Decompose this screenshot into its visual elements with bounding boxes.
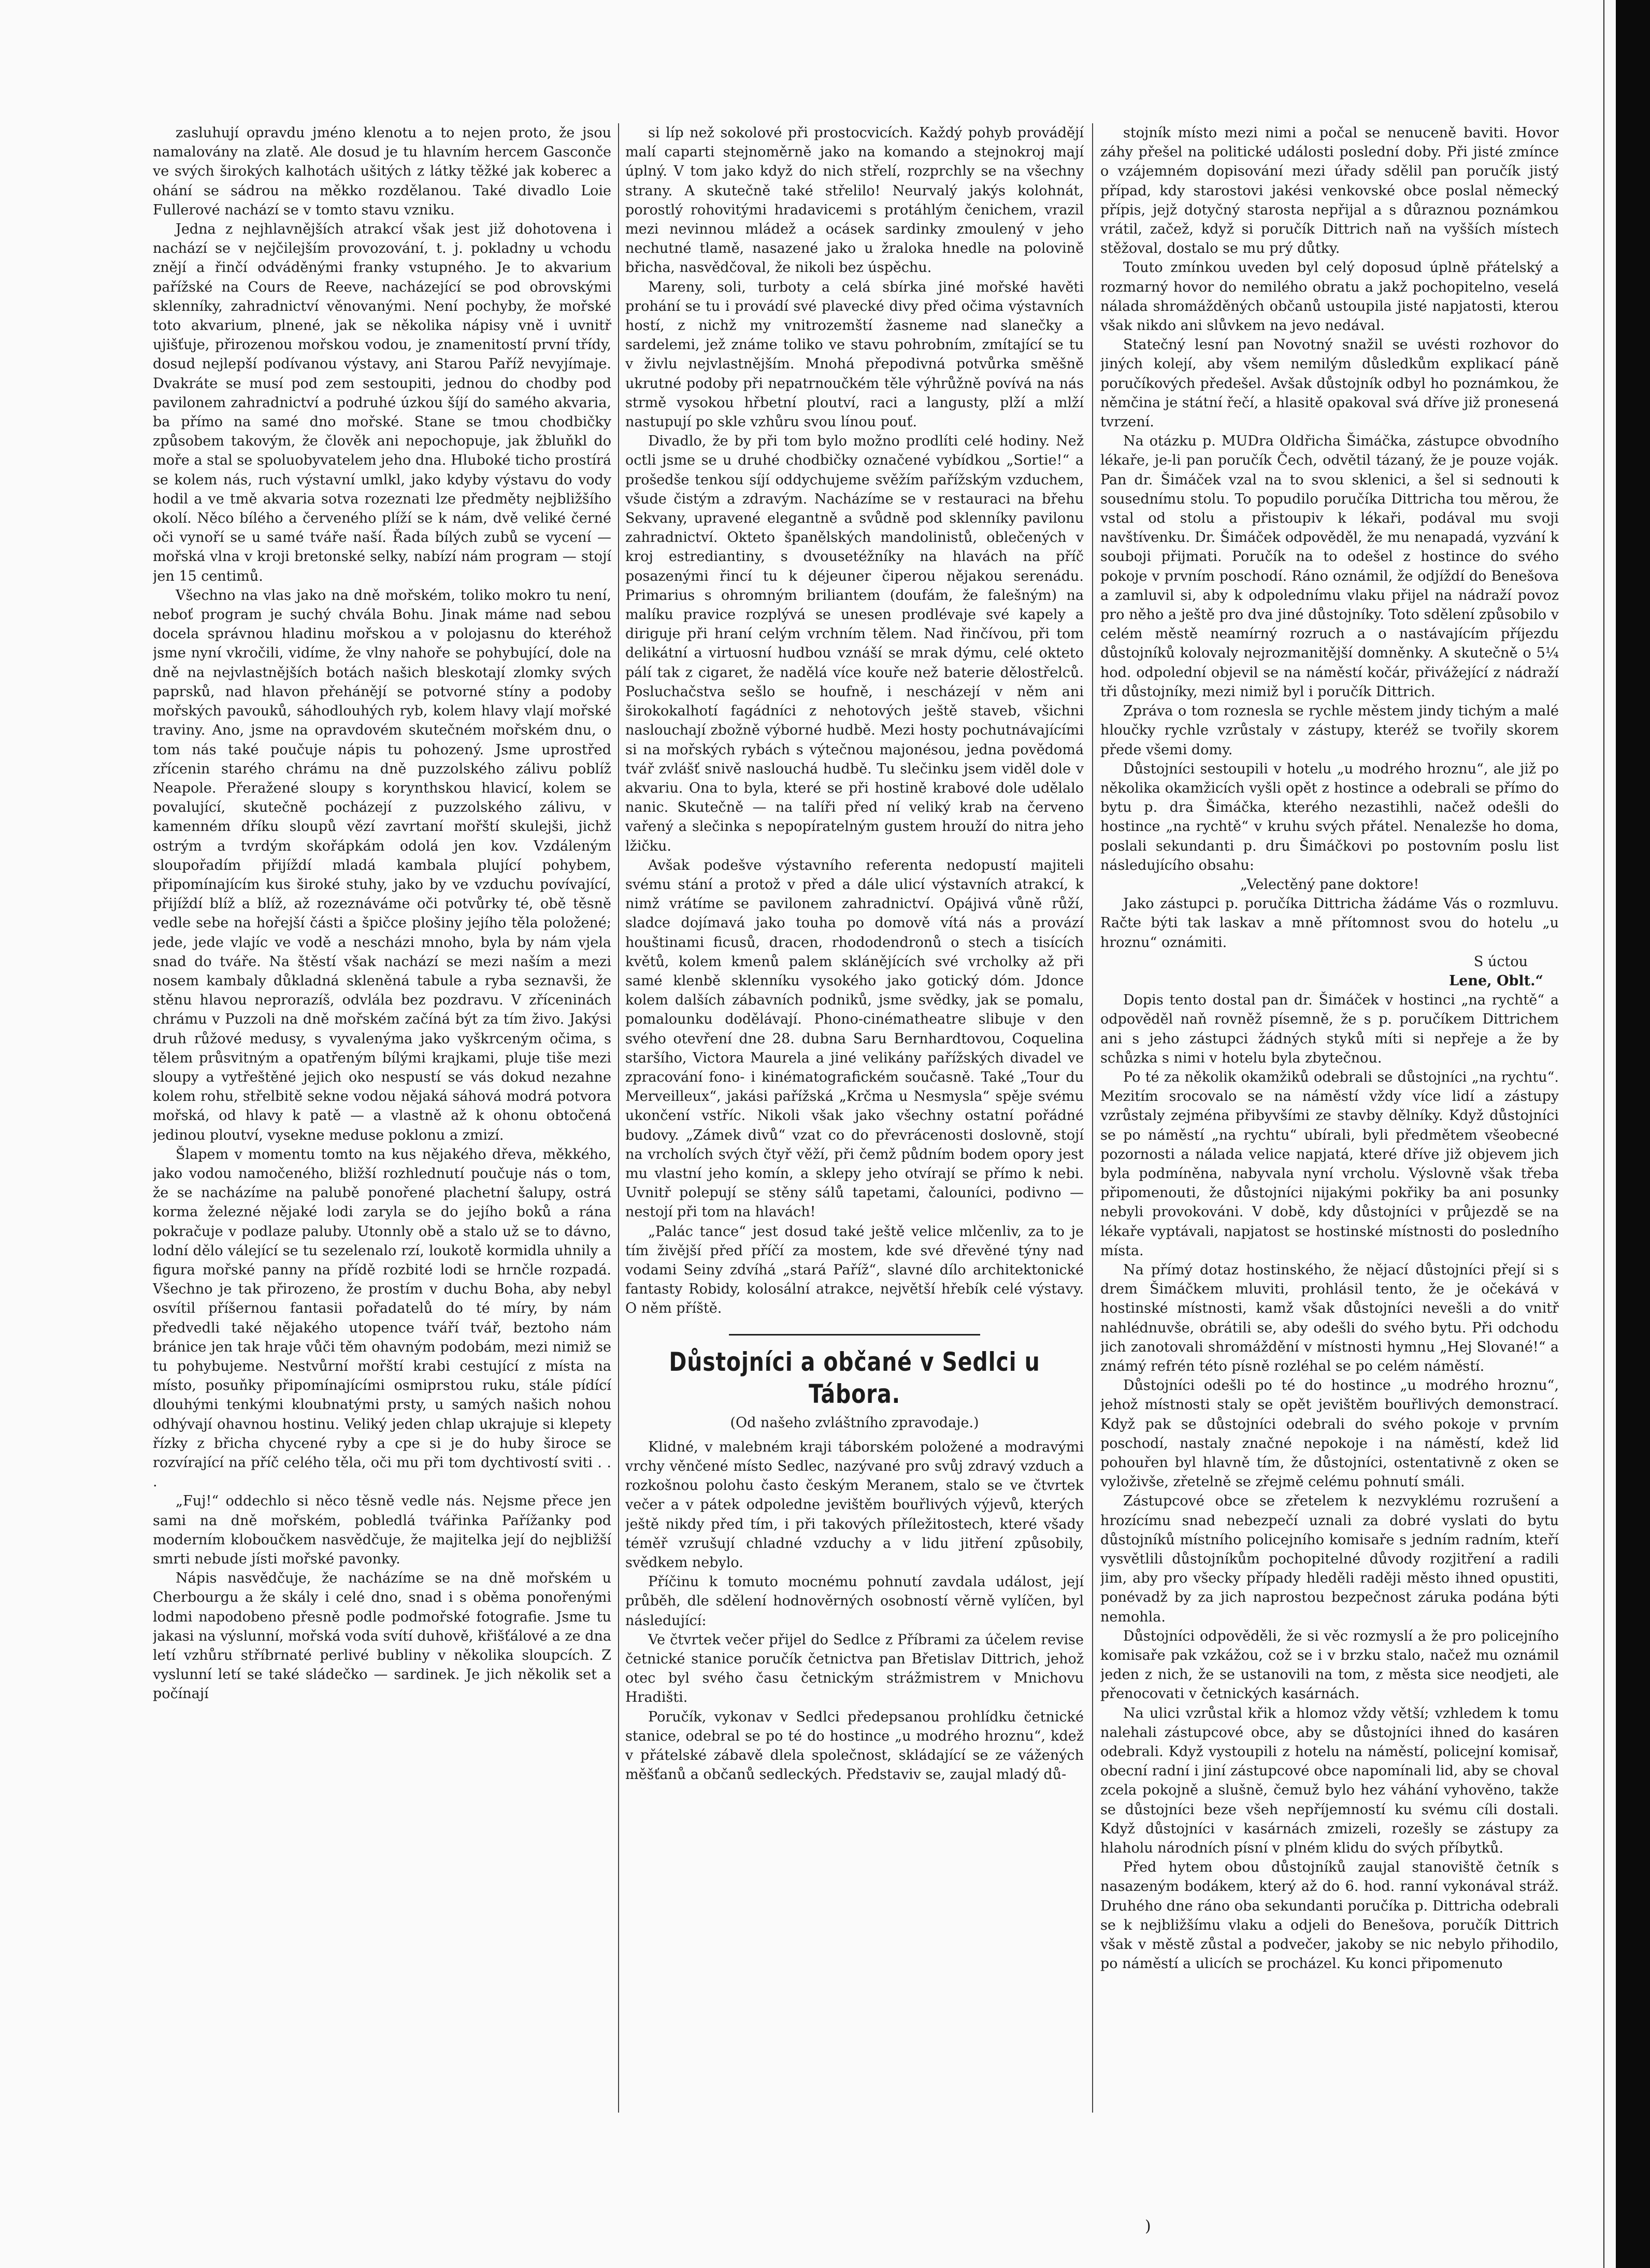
paragraph: Šlapem v momentu tomto na kus nějakého dřeva, měkkého, jako vodou namočeného, bližší rozhlednutí poučuje nás o tom, že se nacházíme na palubě ponořené plachetní šalupy, ostrá korma železné nějaké lodi zaryla se do jejího boků a rána pokračuje v podlaze paluby. Utonnly obě a stalo už se to dávno, lodní dělo válející se tu sezelenalo rzí, loukotě kormidla uhnily a figura mořské panny na přídě rozbité lodi se hrnčle rozpadá. Všechno je tak přirozeno, že prostím v duchu Boha, aby nebyl osvítil příšernou fantasii pořadatelů do té míry, by nám předvedli také nějakého utopence tváří tvář, beztoho nám bránice jen tak hraje vůči těm ohavným podobám, mezi nimiž se tu pohybujeme. Nestvůrní mořští krabi cestující z místa na místo, posuňky připomínajícími osmiprstou ruku, stále pídící dlouhými tenkými kloubnatými prsty, u samých našich nohou odhývají ohavnou hostinu. Veliký jeden chlap ukrajuje si klepety řízky z břicha chycené ryby a cpe si je do huby široce se rozvírající na příč celého těla, oči mu při tom dychtivostí sviti . . . bbox=[153, 1146, 611, 1490]
paragraph: „Fuj!“ oddechlo si něco těsně vedle nás. Nejsme přece jen sami na dně mořském, pobledlá tvářinka Pařížanky pod moderním kloboučkem nasvědčuje, že majitelka její do nejbližší smrti nebude jísti mořské pavonky. bbox=[153, 1493, 611, 1568]
paragraph: Důstojníci sestoupili v hotelu „u modrého hroznu“, ale již po několika okamžicích vyšli opět z hostince a odebrali se přímo do bytu p. dra Šimáčka, kterého nezastihli, načež odešli do hostince „na rychtě“ v kruhu svých přátel. Nenalezše ho doma, poslali sekundanti p. dru Šimáčkovi po postovním poslu list následujícího obsahu: bbox=[1100, 760, 1559, 873]
paragraph: Poručík, vykonav v Sedlci předepsanou prohlídku četnické stanice, odebral se po té do hostince „u modrého hroznu“, kdež v přátelské zábavě dlela společnost, skládající se ze vážených měšťanů a občanů sedleckých. Představiv se, zaujal mladý dů- bbox=[625, 1709, 1084, 1783]
paragraph: Příčinu k tomuto mocnému pohnutí zavdala událost, její průběh, dle sdělení hodnověrných osobností věrně vylíčen, byl následující: bbox=[625, 1574, 1084, 1629]
paragraph: Dopis tento dostal pan dr. Šimáček v hostinci „na rychtě“ a odpověděl naň rovněž písemně, že s p. poručíkem Dittrichem ani s jeho zástupci žádných styků míti si nepřeje a že by schůzka s nimi v hotelu byla zbytečnou. bbox=[1100, 992, 1559, 1066]
page-mark: ) bbox=[1145, 2217, 1151, 2235]
paragraph: Zástupcové obce se zřetelem k nezvyklému rozrušení a hrozícímu snad nebezpečí uznali za dobré vyslati do bytu důstojníků místního policejního komisaře s jedním radním, kteří vysvětlili důstojníkům pochopitelné důvody rozjitření a radili jim, aby pro všecky případy hleděli raději město ihned opustiti, ponévadž by za jich naprostou bezpečnost záruka podána býti nemohla. bbox=[1100, 1493, 1559, 1625]
page-fold-line bbox=[1603, 0, 1604, 2268]
paragraph: Na přímý dotaz hostinského, že nějací důstojníci přejí si s drem Šimáčkem mluviti, prohlásil tento, že je očekává v hostinské místnosti, kamž však důstojníci nevešli a do vnitř nahlédnuvše, obrátili se, aby odešli do svého bytu. Při odchodu jich zanotovali shromáždění v místnosti hymnu „Hej Slované!“ a známý refrén této písně rozléhal se po celém náměstí. bbox=[1100, 1261, 1559, 1374]
column-2 bbox=[625, 123, 1084, 2113]
paragraph: Statečný lesní pan Novotný snažil se uvésti rozhovor do jiných kolejí, aby všem nemilým důsledkům explikací páně poručíkových předešel. Avšak důstojník odbyl ho poznámkou, že němčina je státní řečí, a hlasitě opakoval svá dříve již pronesená tvrzení. bbox=[1100, 337, 1559, 430]
headline-rule bbox=[729, 1334, 980, 1336]
paragraph: Avšak podešve výstavního referenta nedopustí majiteli svému stání a protož v před a dále ulicí výstavních atrakcí, k nimž vrátíme se pavilonem zahradnictví. Opájivá vůně růží, sladce dojímavá jako touha po domově vítá nás a provází houštinami ficusů, dracen, rhododendronů o stech a tisících květů, kolem kmenů palem sklánějících své vrcholky až při samé klenbě sklenníku vysokého jako gotický dóm. Jdonce kolem dalších zábavních podniků, jsme svědky, jak se pomalu, pomalounku dodělávají. Phono-cinématheatre slibuje v den svého otevření dne 28. dubna Saru Bernhardtovou, Coquelina staršího, Victora Maurela a jiné velikány pařížských divadel ve zpracování fono- i kinématografickém současně. Také „Tour du Merveilleux“, jakási pařížská „Krčma u Nesmysla“ spěje svému ukončení vstříc. Nikoli však jako všechny ostatní pořádné budovy. „Zámek divů“ vzat co do převrácenosti doslovně, stojí na vrcholích svých čtyř věží, při čemž půdním bodem opory jest mu vlastní jeho komín, a sklepy jeho otvírají se přímo k nebi. Uvnitř polepují se stěny sálů tapetami, čalouníci, podivno — nestojí při tom na hlavách! bbox=[625, 857, 1084, 1221]
column-divider-2 bbox=[1092, 123, 1093, 2113]
paragraph: S úctou bbox=[1473, 953, 1528, 970]
column-3 bbox=[1100, 123, 1559, 2113]
paragraph: Před hytem obou důstojníků zaujal stanoviště četník s nasazeným bodákem, který až do 6. hod. ranní vykonával stráž. Druhého dne ráno oba sekundanti poručíka p. Dittricha odebrali se k nejbližšímu vlaku a odjeli do Benešova, poručík Dittrich však v městě zůstal a podvečer, jakoby se nic nebylo přihodilo, po náměstí a ulicích se procházel. Ku konci připomenuto bbox=[1100, 1859, 1559, 1972]
article-headline: Důstojníci a občané v Sedlci u Tábora. bbox=[669, 1346, 1040, 1409]
paragraph: Nápis nasvědčuje, že nacházíme se na dně mořském u Cherbourgu a že skály i celé dno, snad i s oběma ponořenými lodmi napodobeno přesně podle podmořské fotografie. Jsme tu jakasi na výslunní, mořská voda svítí duhově, křišťálové a ze dna letí vzhůru stříbrnaté perlivé bubliny v několika sloupcích. Z vyslunní letí se také sládečko — sardinek. Je jich několik set a počínají bbox=[153, 1570, 611, 1702]
paragraph: „Palác tance“ jest dosud také ještě velice mlčenliv, za to je tím živější před příčí za mostem, kde své dřevěné týny nad vodami Seiny zdvíhá „stará Paříž“, slavné dílo architektonické fantasty Robidy, kolosální atrakce, největší hřebík celé výstavy. O něm příště. bbox=[625, 1223, 1084, 1317]
paragraph: zasluhují opravdu jméno klenotu a to nejen proto, že jsou namalovány na zlatě. Ale dosud je tu hlavním hercem Gasconče ve svých širokých kalhotách ušitých z látky těžké jak koberec a ohání se sádrou na měkko rozdělanou. Také divadlo Loie Fullerové nachází se v tomto stavu vzniku. bbox=[153, 125, 611, 218]
paragraph: Touto zmínkou uveden byl celý doposud úplně přátelský a rozmarný hovor do nemilého obratu a jakž pochopitelno, veselá nálada shromážděných občanů ustoupila jisté napjatosti, kterou však nikdo ani slůvkem na jevo nedával. bbox=[1100, 260, 1559, 334]
paragraph: Klidné, v malebném kraji táborském položené a modravými vrchy věnčené místo Sedlec, nazývané pro svůj zdravý vzduch a rozkošnou polohu často českým Meranem, stalo se ve čtvrtek večer a v pátek odpoledne jevištěm bouřlivých výjevů, kterých ještě nikdy před tím, i při takových příležitostech, které všady téměř vzrušují chladné vzduchy a v lidu jitření způsobily, svědkem nebylo. bbox=[625, 1439, 1084, 1571]
paragraph: „Velectěný pane doktore! bbox=[1240, 876, 1419, 893]
column-divider-1 bbox=[618, 123, 619, 2113]
scan-edge-bar bbox=[1616, 0, 1650, 2268]
paragraph: Zpráva o tom roznesla se rychle městem jindy tichým a malé hloučky rychle vzrůstaly v zástupy, kteréž se tvořily skorem přede všemi domy. bbox=[1100, 703, 1559, 758]
column-1 bbox=[153, 123, 611, 2113]
paragraph: si líp než sokolové při prostocvicích. Každý pohyb provádějí malí caparti stejnoměrně jako na komando a stejnokroj mají úplný. V tom jako když do nich střelí, rozprchly se na všechny strany. A skutečně také střelilo! Neurvalý jakýs kolohnát, porostlý rohovitými hradavicemi s protáhlým čenichem, vrazil mezi nevinnou mládež a ocásek sardinky zmoulený v jeho nechutné tlamě, nasazené jako u žraloka hnedle na polovině břicha, nasvědčoval, že nikoli bez úspěchu. bbox=[625, 125, 1084, 276]
paragraph: Všechno na vlas jako na dně mořském, toliko mokro tu není, neboť program je suchý chvála Bohu. Jinak máme nad sebou docela správnou hladinu mořskou a v polojasnu do kteréhož jsme nyní vkročili, vidíme, že vlny nahoře se pohybující, dole na dně na nejvlastnějších botách našich bleskotají zlomky svých paprsků, nad hlavon přehánějí se potvorné stíny a podoby mořských pavouků, sáhodlouhých ryb, kolem hlavy vlají mořské traviny. Ano, jsme na opravdovém skutečném mořském dnu, o tom nás také poučuje nápis tu pohozený. Jsme uprostřed zřícenin starého chrámu na dně puzzolského zálivu poblíž Neapole. Přeražené sloupy s korynthskou hlavicí, kolem se povalující, skutečně pocházejí z puzzolského zálivu, v kamenném dříku sloupů vězí zavrtaní mořští skulejši, jichž ostrým a tvrdým skořápkám odolá jen kov. Vzdáleným sloupořadím přijíždí mladá kambala plující pohybem, připomínajícím kus široké stuhy, jako by ve vzduchu povívající, přijíždí blíž a blíž, až rozeznáváme oči potvůrky té, obě těsně vedle sebe na hořejší části a špičce plošiny jejího těla položené; jede, jede vlajíc ve vodě a nescházi mnoho, byla by nám vjela snad do tváře. Na štěstí však nachází se mezi naším a mezi nosem kambaly důkladná skleněná tabule a ryba seznavši, že stěnu hlavou neprorazíš, odvlála bez pozdravu. V zříceninách chrámu v Puzzoli na dně mořském začíná být za tím živo. Jakýsi druh růžové medusy, s vyvalenýma jako vyškrceným očima, s tělem průsvitným a opatřeným bílými krajkami, pluje tiše mezi sloupy a vytřeštěné jejich oko nespustí se vás dokud nezahne kolem rohu, střelbitě sekne vodou nějaká sáhová modrá potvora mořská, od hlavy k patě — a vlastně až k ohonu obtočená jedinou ploutví, vysekne meduse poklonu a zmizí. bbox=[153, 587, 611, 1143]
paragraph: Důstojníci odpověděli, že si věc rozmyslí a že pro policejního komisaře pak vzkážou, což se i v brzku stalo, načež mu oznámil jeden z nich, že se ustanovili na tom, z města sice neodjeti, ale přenocovati v četnických kasárnách. bbox=[1100, 1628, 1559, 1702]
paragraph: Jedna z nejhlavnějších atrakcí však jest již dohotovena i nachází se v nejčilejším provozování, t. j. pokladny u vchodu znějí a řinčí odváděnými franky vstupného. Je to akvarium pařížské na Cours de Reeve, nacházející se pod obrovskými sklenníky, zahradnictví věnovanými. Není pochyby, že mořské toto akvarium, plnené, jak se několika nápisy vně i uvnitř ujišťuje, přirozenou mořskou vodou, je znamenitostí první třídy, dosud nejlepší podívanou výstavy, ani Starou Paříž nevyjímaje. Dvakráte se musí pod zem sestoupiti, jednou do chodby pod pavilonem zahradnictví a podruhé úzkou šíjí do samého akvaria, ba přímo na samé dno mořské. Stane se tmou chodbičky způsobem takovým, že člověk ani nepochopuje, jak žbluňkl do moře a stal se spoluobyvatelem jeho dna. Hluboké ticho prostírá se kolem nás, ruch výstavní umlkl, jako kdyby výstavu do vody hodil a ve tmě akvaria sotva rozeznati lze předměty nejbližšího okolí. Něco bílého a červeného plíží se k nám, dvě veliké černé oči vynoří se u samé tváře naší. Řada bílých zubů se vycení — mořská vlna v kroji bretonské selky, nabízí nám program — stojí jen 15 centimů. bbox=[153, 221, 611, 584]
paragraph: Po té za několik okamžiků odebrali se důstojníci „na rychtu“. Mezitím srocovalo se na náměstí vždy více lidí a zástupy vzrůstaly zejména přibyvšími ze stavby dělníky. Když důstojníci se po náměstí „na rychtu“ ubírali, byli předmětem všeobecné pozornosti a nálada velice napjatá, které dříve již objevem jich byla podmíněna, nabyvala nyní vrcholu. Výslovně však třeba připomenouti, že důstojníci nijakými pokřiky ba ani posunky nebyli provokováni. V době, kdy důstojníci v průjezdě se na lékaře vyptávali, napjatost se hostinské místnosti do posledního místa. bbox=[1100, 1069, 1559, 1259]
paragraph: Jako zástupci p. poručíka Dittricha žádáme Vás o rozmluvu. Račte býti tak laskav a mně přítomnost svou do hotelu „u hroznu“ oznámiti. bbox=[1100, 896, 1559, 951]
paragraph: Na otázku p. MUDra Oldřicha Šimáčka, zástupce obvodního lékaře, je-li pan poručík Čech, odvětil tázaný, že je pouze voják. Pan dr. Šimáček vzal na to svou sklenici, a šel si sednouti k sousednímu stolu. To popudilo poručíka Dittricha tou měrou, že vstal od stolu a přistoupiv k lékaři, podával mu svoji navštívenku. Dr. Šimáček odpověděl, že mu nenapadá, vyzvání k souboji přijmati. Poručík na to odešel z hostince do svého pokoje v prvním poschodí. Ráno oznámil, že odjíždí do Benešova a zamluvil si, aby k odpolednímu vlaku přijel na nádraží povoz pro něho a ještě pro dva jiné důstojníky. Toto sdělení způsobilo v celém městě neamírný rozruch a o nastávajícím příjezdu důstojníků kolovaly nejrozmanitější domněnky. A skutečně o 5¼ hod. odpolední objevil se na náměstí kočár, přivážející z nádraží tři důstojníky, mezi nimiž byl i poručík Dittrich. bbox=[1100, 433, 1559, 700]
paragraph: Lene, Oblt.“ bbox=[1449, 972, 1543, 989]
paragraph: Důstojníci odešli po té do hostince „u modrého hroznu“, jehož místnosti staly se opět jevištěm bouřlivých demonstrací. Když pak se důstojníci odebrali do svého pokoje v prvním poschodí, nastaly značné nepokoje i na náměstí, kdež lid pohouřen byl hlavně tím, že důstojníci, ostentativně z oken se vyloživše, zřetelně se zřejmě celému pohnutí smáli. bbox=[1100, 1377, 1559, 1490]
paragraph: (Od našeho zvláštního zpravodaje.) bbox=[730, 1414, 979, 1431]
paragraph: Mareny, soli, turboty a celá sbírka jiné mořské havěti prohání se tu i provádí své plavecké divy před očima výstavních hostí, z nichž my vnitrozemští žasneme nad slanečky a sardelemi, jež známe toliko ve stavu pohrobním, zmítající se tu v živlu nejvlastnějším. Mnohá přepodivná potvůrka směšně ukrutné podoby při nepatrnoučkém těle výhrůžně povívá na nás strmě vysokou hřbetní ploutví, raci a langusty, plží a mlží nastupují po skle vzhůru svou línou pouť. bbox=[625, 279, 1084, 430]
paragraph: Na ulici vzrůstal křik a hlomoz vždy větší; vzhledem k tomu nalehali zástupcové obce, aby se důstojníci ihned do kasáren odebrali. Když vystoupili z hotelu na náměstí, policejní komisař, obecní radní i jiní zástupcové obce napomínali lid, aby se choval zcela pokojně a slušně, čemuž bylo hez váhání vyhověno, takže se důstojníci beze všeh nepříjemností ku svému cíli dostali. Když důstojníci v kasárnách zmizeli, rozešly se zástupy za hlaholu národních písní v plném klidu do svých příbytků. bbox=[1100, 1705, 1559, 1857]
paragraph: Ve čtvrtek večer přijel do Sedlce z Příbrami za účelem revise četnické stanice poručík četnictva pan Břetislav Dittrich, jehož otec byl svého času četnickým strážmistrem v Mnichovu Hradišti. bbox=[625, 1631, 1084, 1706]
paragraph: Divadlo, že by při tom bylo možno prodlíti celé hodiny. Než octli jsme se u druhé chodbičky označené vybídkou „Sortie!“ a prošedše tenkou síjí oddychujeme svěžím pařížským vzduchem, všude čistým a zdravým. Nacházíme se v restauraci na břehu Sekvany, upravené elegantně a svůdně pod sklenníky pavilonu zahradnictví. Okteto španělských mandolinistů, oblečených v kroj estrediantiny, s dvousetéžníky na hlavách na příč posazenými řincí tu k déjeuner čiperou nějakou serenádu. Primarius s ohromným briliantem (doufám, že falešným) na malíku pravice rozplývá se unesen prodlévaje své kapely a diriguje při hraní celým vrchním tělem. Nad řinčívou, při tom delikátní a virtuosní hudbou vznáší se mrak dýmu, celé okteto pálí tak z cigaret, že nadělá více kouře než baterie dělostřelců. Posluchačstva sešlo se houfně, i nescházejí v něm ani širokokalhotí fagádníci z nehotových ještě staveb, všichni naslouchají zbožně výborné hudbě. Mezi hosty pochutnávajícími si na mořských rybách s výtečnou majonésou, jedna povědomá tvář zvlášť snivě naslouchá hudbě. Tu slečinku jsem viděl dole v akvariu. Ona to byla, které se při hostině krabové dole udělalo nanic. Skutečně — na talíři před ní veliký krab na červeno vařený a slečinka s nepopíratelným gustem hrouží do nitra jeho lžičku. bbox=[625, 433, 1084, 854]
paragraph: stojník místo mezi nimi a počal se nenuceně baviti. Hovor záhy přešel na politické události poslední doby. Při jisté zmínce o vzájemném dopisování mezi úřady sdělil pan poručík jistý případ, kdy starostovi jakési venkovské obce poslal německý přípis, jejž dotyčný starosta nepřijal a s důraznou poznámkou vrátil, začež, když si poručík Dittrich naň na vyšších místech stěžoval, dostalo se mu prý důtky. bbox=[1100, 125, 1559, 257]
